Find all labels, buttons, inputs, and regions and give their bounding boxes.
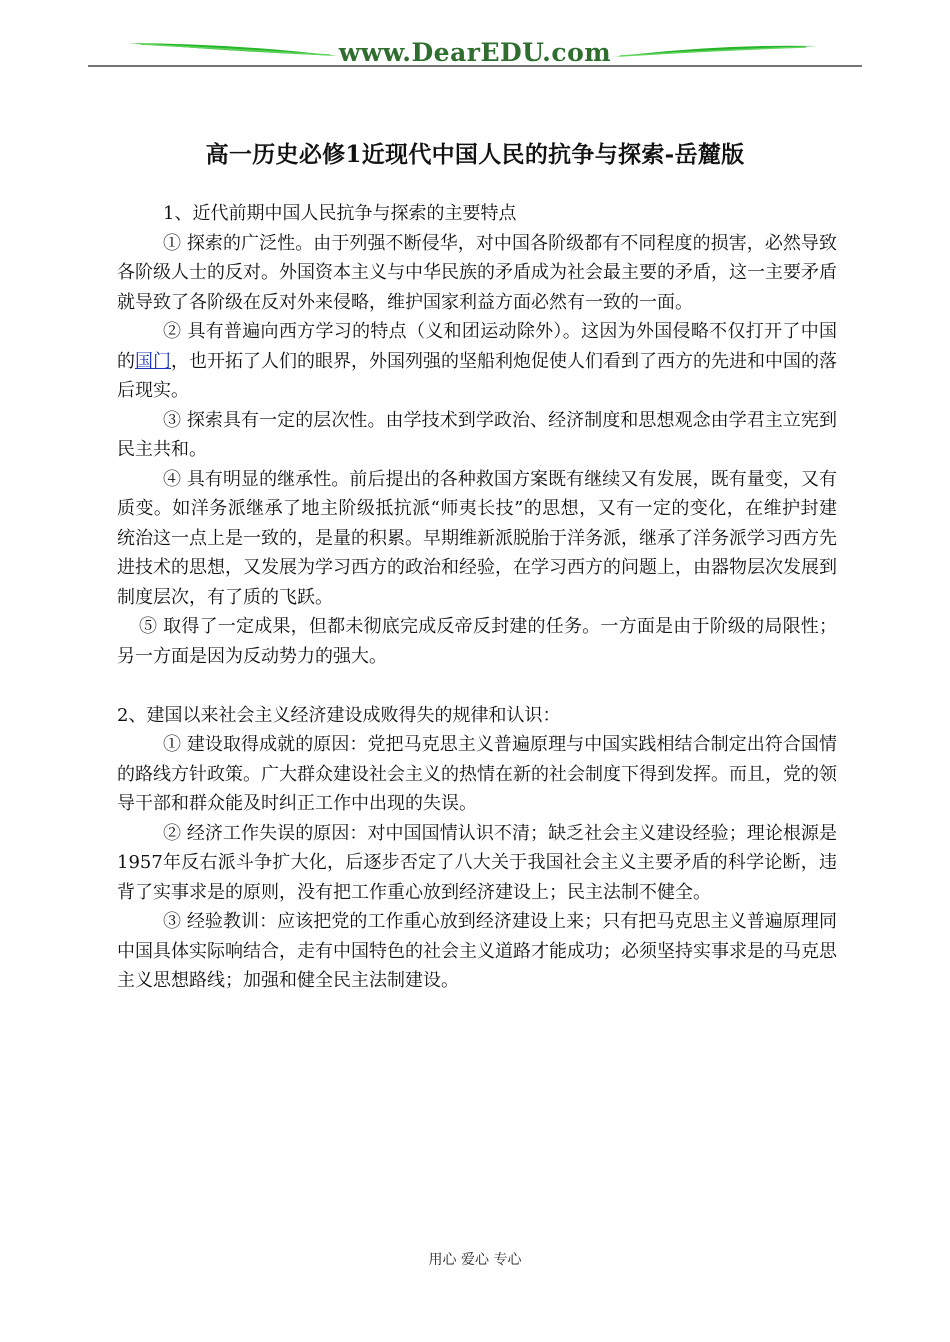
section1-heading: 1、近代前期中国人民抗争与探索的主要特点 <box>163 203 517 224</box>
section1-point3: ③ 探索具有一定的层次性。由学技术到学政治、经济制度和思想观念由学君主立宪到民主共和。 <box>117 409 837 460</box>
document-title: 高一历史必修1近现代中国人民的抗争与探索-岳麓版 <box>205 141 745 168</box>
document-body <box>117 199 837 996</box>
section2-heading: 2、建国以来社会主义经济建设成败得失的规律和认识： <box>117 704 561 726</box>
section2-point3: ③ 经验教训：应该把党的工作重心放到经济建设上来；只有把马克思主义普遍原理同中国具体实际响结合，走有中国特色的社会主义道路才能成功；必须坚持实事求是的马克思主义思想路线；加强和健全民主法制建设。 <box>117 911 837 991</box>
site-logo: www.DearEDU.com <box>338 38 612 67</box>
page-header <box>0 0 950 80</box>
section1-point2-text-a: ② 具有普遍向西方学习的特点（义和团运动除外）。这因为外国侵略不仅打开了中国的 <box>117 321 837 372</box>
guomen-link[interactable]: 国门 <box>135 350 171 372</box>
section1-point2-text-b: ，也开拓了人们的眼界，外国列强的坚船利炮促使人们看到了西方的先进和中国的落后现实。 <box>117 350 837 401</box>
page-footer: 用心 爱心 专心 <box>428 1252 522 1268</box>
section1-point2 <box>117 317 837 406</box>
section1-point5: ⑤ 取得了一定成果，但都未彻底完成反帝反封建的任务。一方面是由于阶级的局限性；另一方面是因为反动势力的强大。 <box>117 616 837 667</box>
section1-point1: ① 探索的广泛性。由于列强不断侵华，对中国各阶级都有不同程度的损害，必然导致各阶级人士的反对。外国资本主义与中华民族的矛盾成为社会最主要的矛盾，这一主要矛盾就导致了各阶级在反对外来侵略，维护国家利益方面必然有一致的一面。 <box>117 232 837 313</box>
section1-point4: ④ 具有明显的继承性。前后提出的各种救国方案既有继续又有发展，既有量变，又有质变。如洋务派继承了地主阶级抵抗派“师夷长技”的思想，又有一定的变化，在维护封建统治这一点上是一致的，是量的积累。早期维新派脱胎于洋务派，继承了洋务派学习西方先进技术的思想，又发展为学习西方的政治和经验，在学习西方的问题上，由器物层次发展到制度层次，有了质的飞跃。 <box>117 468 837 608</box>
section2-point2: ② 经济工作失误的原因：对中国国情认识不清；缺乏社会主义建设经验；理论根源是1957年反右派斗争扩大化，后逐步否定了八大关于我国社会主义主要矛盾的科学论断，违背了实事求是的原则，没有把工作重心放到经济建设上；民主法制不健全。 <box>117 822 837 903</box>
section-spacer <box>117 671 837 701</box>
section2-point1: ① 建设取得成就的原因：党把马克思主义普遍原理与中国实践相结合制定出符合国情的路线方针政策。广大群众建设社会主义的热情在新的社会制度下得到发挥。而且，党的领导干部和群众能及时纠正工作中出现的失误。 <box>117 734 837 814</box>
